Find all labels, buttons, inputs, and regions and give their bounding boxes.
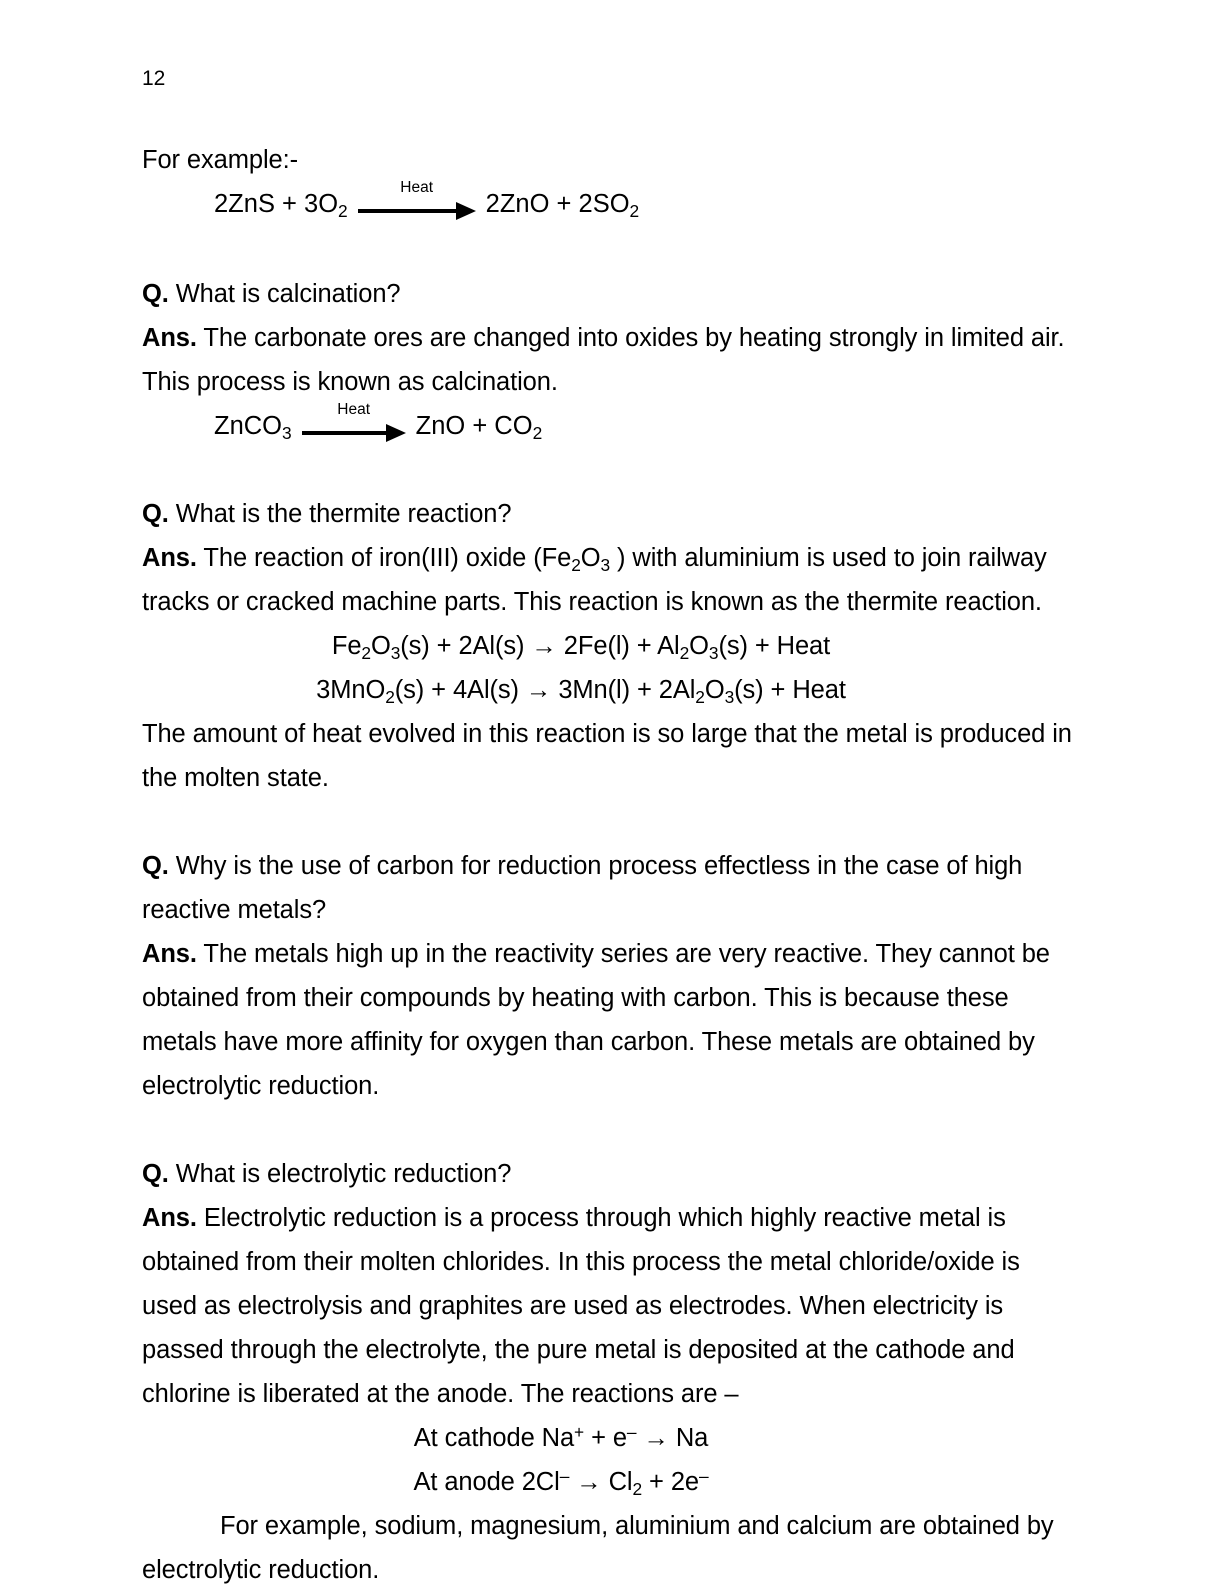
answer-prefix: Ans.: [142, 324, 197, 352]
heat-arrow-icon: [302, 401, 406, 446]
anode-equation: At anode $2Cl^- \to Cl_2 + 2e^-$: [413, 1466, 709, 1499]
answer-prefix: Ans.: [142, 940, 197, 968]
question-calcination: [142, 272, 1080, 316]
question-prefix: Q.: [142, 280, 169, 308]
heat-arrow-label: Heat: [337, 401, 371, 418]
roasting-reactants: $2ZnS + 3O_2$: [214, 190, 348, 221]
question-prefix: Q.: [142, 852, 169, 880]
answer-calcination: [142, 316, 1080, 404]
electrolytic-closing-text: For example, sodium, magnesium, aluminium and calcium are obtained by electrolytic reduction.: [142, 1512, 1054, 1584]
arrow-head: [456, 202, 476, 220]
answer-prefix: Ans.: [142, 1204, 197, 1232]
question-prefix: Q.: [142, 1160, 169, 1188]
roasting-products: $2ZnO + 2SO_2$: [485, 190, 640, 221]
calcination-reaction-equation: [142, 401, 1080, 448]
answer-prefix: Ans.: [142, 544, 197, 572]
question-text: What is electrolytic reduction?: [168, 1160, 512, 1188]
arrow-line: [358, 209, 458, 213]
thermite-closing-text: The amount of heat evolved in this reaction is so large that the metal is produced in the molten state.: [142, 720, 1072, 792]
section-spacer: [142, 448, 1080, 492]
arrow-line: [302, 431, 388, 435]
section-spacer: [142, 800, 1080, 844]
answer-carbon-reduction: [142, 932, 1080, 1108]
answer-text: The metals high up in the reactivity series are very reactive. They cannot be obtained from their compounds by heating with carbon. This is because these metals have more affinity for oxygen than carbon. These metals are obtained by electrolytic reduction.: [142, 940, 1050, 1100]
question-text: What is the thermite reaction?: [168, 500, 512, 528]
heat-arrow-icon: [358, 179, 476, 224]
heat-arrow-label: Heat: [400, 179, 434, 196]
roasting-reaction-equation: [142, 179, 1080, 226]
section-spacer: [142, 1108, 1080, 1152]
thermite-equation-manganese: $3MnO_2(s) + 4Al(s) \to 3Mn(l) + 2Al_2O_3(s)$ + Heat: [316, 676, 846, 707]
question-electrolytic-reduction: [142, 1152, 1080, 1196]
roasting-product-subscript: 2: [629, 200, 640, 221]
question-prefix: Q.: [142, 500, 169, 528]
question-carbon-reduction: [142, 844, 1080, 932]
calcination-reactants: ZnCO$_3$: [214, 412, 292, 443]
arrow-head: [386, 424, 406, 442]
answer-text: The carbonate ores are changed into oxides by heating strongly in limited air. This process is known as calcination.: [142, 324, 1065, 396]
section-spacer: [142, 226, 1080, 272]
calcination-product-subscript: 2: [532, 422, 543, 443]
roasting-reactant-subscript: 2: [338, 200, 348, 221]
page-number: 12: [142, 67, 166, 90]
question-thermite: [142, 492, 1080, 536]
question-text: Why is the use of carbon for reduction process effectless in the case of high reactive metals?: [142, 852, 1023, 924]
page-content: [142, 138, 1080, 1584]
cathode-equation: At cathode Na+ + e– → Na: [413, 1422, 709, 1452]
answer-electrolytic-reduction: [142, 1196, 1080, 1416]
question-text: What is calcination?: [168, 280, 401, 308]
intro-label: For example:-: [142, 146, 298, 174]
answer-thermite: Ans. The reaction of iron(III) oxide ($Fe_2O_3$ ) with aluminium is used to join railway tracks or cracked machine parts. This reaction is known as the thermite reaction.: [142, 544, 1047, 616]
answer-text: Electrolytic reduction is a process through which highly reactive metal is obtained from their molten chlorides. In this process the metal chloride/oxide is used as electrolysis and graphites are used as electrodes. When electricity is passed through the electrolyte, the pure metal is deposited at the cathode and chlorine is liberated at the anode. The reactions are –: [142, 1204, 1020, 1408]
calcination-reactant-subscript: 3: [282, 422, 292, 443]
calcination-products: ZnO + $CO_2$: [415, 412, 543, 443]
thermite-equation-iron: $Fe_2O_3(s) + 2Al(s) \to 2Fe(l) + Al_2O_3(s)$ + Heat: [331, 632, 831, 663]
